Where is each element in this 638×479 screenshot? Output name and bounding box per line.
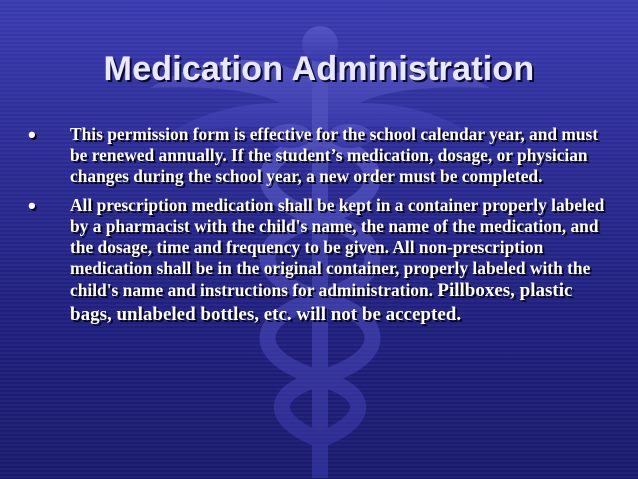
bullet-text-main: All prescription medication shall be kept in a container properly labeled by a pharmacist with the child's name, the name of the medication, and the dosage, time and frequency to be given. All non-prescription medication shall be in the original container, properly labeled with the child's name and instructions for administration. [70, 195, 605, 300]
bullet-item [26, 124, 606, 187]
bullet-list [26, 124, 606, 335]
bullet-text-emphasis: Pillboxes, plastic bags, unlabeled bottles, etc. will not be accepted. [70, 280, 573, 325]
slide-title: Medication Administration [103, 50, 535, 88]
bullet-dot-icon: • [28, 122, 36, 147]
bullet-item [26, 195, 606, 327]
bullet-text [70, 195, 606, 327]
bullet-dot-icon: • [28, 193, 36, 218]
bullet-text: This permission form is effective for the school calendar year, and must be renewed annually. If the student’s medication, dosage, or physician changes during the school year, a new order must be completed. [70, 124, 599, 186]
